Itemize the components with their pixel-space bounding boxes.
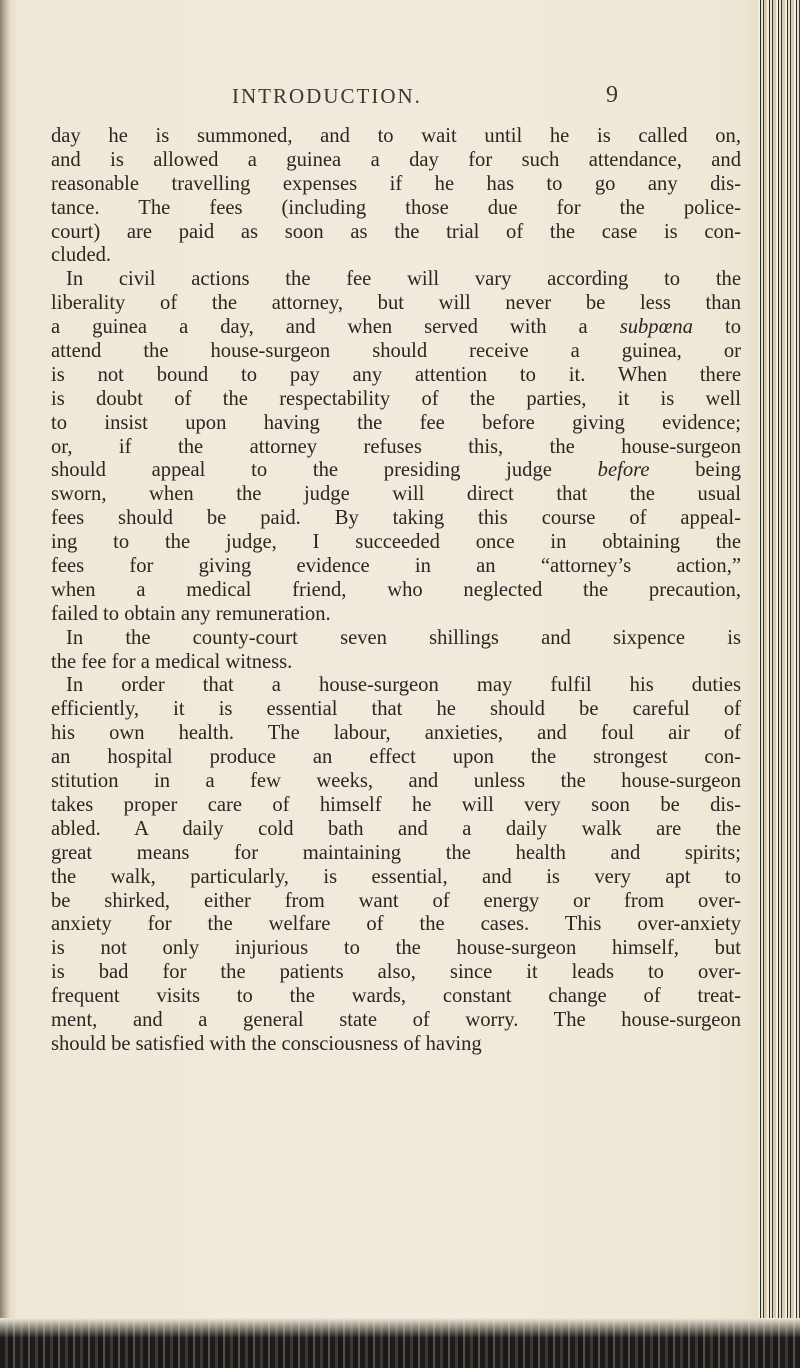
text-line: abled. A daily cold bath and a daily walk are the [51,817,741,840]
text-line: In order that a house-surgeon may fulfil his duties [66,674,741,697]
text-line: liberality of the attorney, but will never be less than [51,292,741,315]
text-line: fees for giving evidence in an “attorney’s action,” [51,555,741,578]
italic-text: before [597,459,650,482]
text-line: be shirked, either from want of energy or from over- [51,889,741,912]
text-line: should be satisfied with the consciousness of having [51,1032,482,1055]
paragraph [51,627,741,675]
body-text [51,125,741,1057]
text-line: frequent visits to the wards, constant change of treat- [51,985,741,1008]
text-line: attend the house-surgeon should receive a guinea, or [51,340,741,363]
text-line: is not bound to pay any attention to it. When there [51,363,741,386]
text-line: takes proper care of himself he will very soon be dis- [51,793,741,816]
text-line: ment, and a general state of worry. The house-surgeon [51,1008,741,1031]
paragraph [51,268,741,626]
running-title: INTRODUCTION. [232,84,422,108]
text-line: is bad for the patients also, since it leads to over- [51,961,741,984]
text-line: cluded. [51,244,112,267]
page-edge-right [758,0,800,1368]
text-line: day he is summoned, and to wait until he is called on, [51,125,741,147]
text-line: is not only injurious to the house-surgeon himself, but [51,937,741,960]
text-line: to insist upon having the fee before giving evidence; [51,411,741,434]
text-line: court) are paid as soon as the trial of the case is con- [51,220,741,243]
paragraph [51,674,741,1056]
text-line: his own health. The labour, anxieties, and foul air of [51,722,741,745]
text-line: failed to obtain any remuneration. [51,602,331,625]
text-line: fees should be paid. By taking this course of appeal- [51,507,741,530]
text-line: a guinea a day, and when served with a subpœna to [51,316,741,339]
text-line: is doubt of the respectability of the parties, it is well [51,387,741,410]
text-line: In the county-court seven shillings and sixpence is [66,626,741,649]
page-edge-bottom [0,1318,800,1368]
text-line: when a medical friend, who neglected the precaution, [51,578,741,601]
text-line: anxiety for the welfare of the cases. This over-anxiety [51,913,741,936]
gutter-shadow [0,0,10,1368]
text-line: sworn, when the judge will direct that the usual [51,483,741,506]
text-line: great means for maintaining the health and spirits; [51,841,741,864]
text-line: ing to the judge, I succeeded once in obtaining the [51,531,741,554]
text-line: or, if the attorney refuses this, the house-surgeon [51,435,741,458]
text-line: an hospital produce an effect upon the strongest con- [51,746,741,769]
text-line: and is allowed a guinea a day for such attendance, and [51,148,741,171]
page-number: 9 [606,82,618,108]
text-line: In civil actions the fee will vary according to the [66,268,741,291]
text-line: the walk, particularly, is essential, and is very apt to [51,865,741,888]
paragraph [51,125,741,268]
text-line: stitution in a few weeks, and unless the house-surgeon [51,770,741,793]
text-line: efficiently, it is essential that he should be careful of [51,698,741,721]
text-line: should appeal to the presiding judge before being [51,459,742,482]
text-line: tance. The fees (including those due for the police- [51,196,741,219]
text-line: the fee for a medical witness. [51,650,293,673]
text-line: reasonable travelling expenses if he has to go any dis- [51,172,741,195]
italic-text: subpœna [619,316,693,339]
